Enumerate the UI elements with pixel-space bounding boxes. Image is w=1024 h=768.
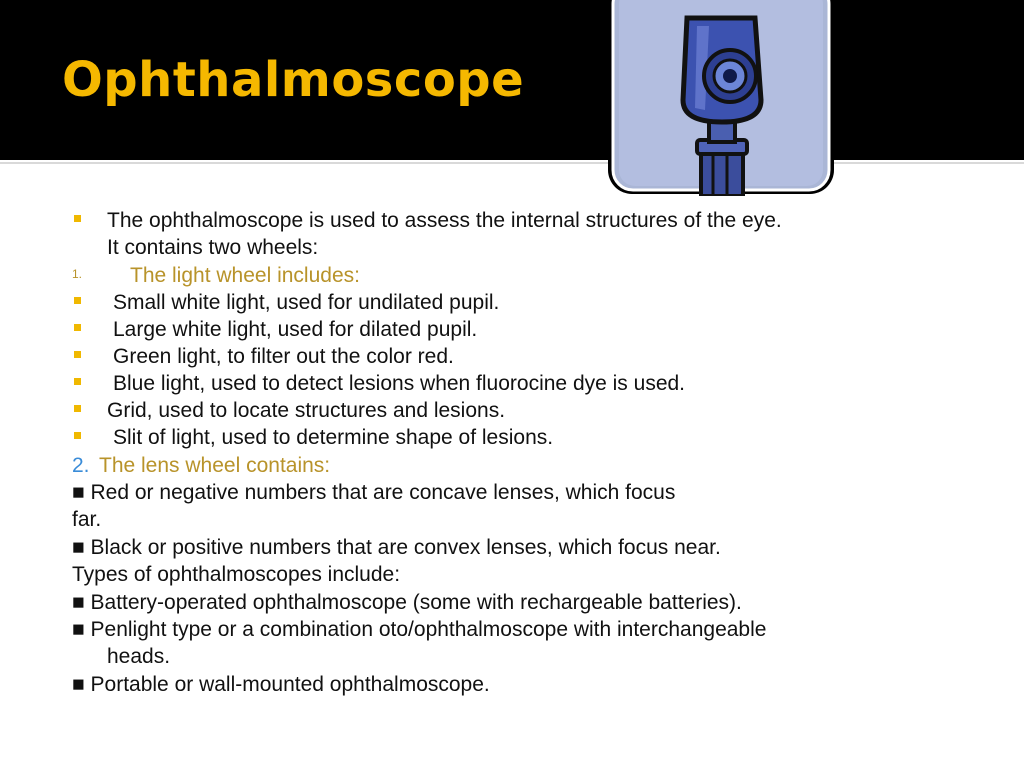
intro-line-cont: It contains two wheels: bbox=[107, 236, 319, 259]
list-item: Large white light, used for dilated pupil. bbox=[113, 318, 478, 341]
bullet-icon bbox=[74, 432, 81, 439]
list-item: Green light, to filter out the color red. bbox=[113, 345, 454, 368]
list-item: ■ Red or negative numbers that are concave lenses, which focus bbox=[72, 481, 676, 504]
light-wheel-heading: The light wheel includes: bbox=[130, 264, 360, 287]
intro-line: The ophthalmoscope is used to assess the internal structures of the eye. bbox=[107, 209, 782, 232]
lens-wheel-heading: The lens wheel contains: bbox=[99, 454, 331, 477]
list-item: Blue light, used to detect lesions when fluorocine dye is used. bbox=[113, 372, 686, 395]
list-number: 2. bbox=[72, 454, 90, 477]
list-item: ■ Black or positive numbers that are convex lenses, which focus near. bbox=[72, 536, 721, 559]
list-item-cont: far. bbox=[72, 508, 102, 531]
bullet-icon bbox=[74, 351, 81, 358]
list-item: Slit of light, used to determine shape of lesions. bbox=[113, 426, 554, 449]
list-item: ■ Penlight type or a combination oto/ophthalmoscope with interchangeable bbox=[72, 618, 767, 641]
list-item: ■ Battery-operated ophthalmoscope (some with rechargeable batteries). bbox=[72, 591, 742, 614]
list-item-cont: heads. bbox=[107, 645, 171, 668]
slide-title: Ophthalmoscope bbox=[62, 52, 525, 108]
list-item: ■ Portable or wall-mounted ophthalmoscope. bbox=[72, 673, 490, 696]
list-item: Small white light, used for undilated pupil. bbox=[113, 291, 500, 314]
bullet-icon bbox=[74, 378, 81, 385]
types-heading: Types of ophthalmoscopes include: bbox=[72, 563, 401, 586]
list-item: Grid, used to locate structures and lesions. bbox=[107, 399, 506, 422]
bullet-icon bbox=[74, 405, 81, 412]
bullet-icon bbox=[74, 215, 81, 222]
list-number: 1. bbox=[72, 267, 83, 281]
bullet-icon bbox=[74, 297, 81, 304]
bullet-icon bbox=[74, 324, 81, 331]
